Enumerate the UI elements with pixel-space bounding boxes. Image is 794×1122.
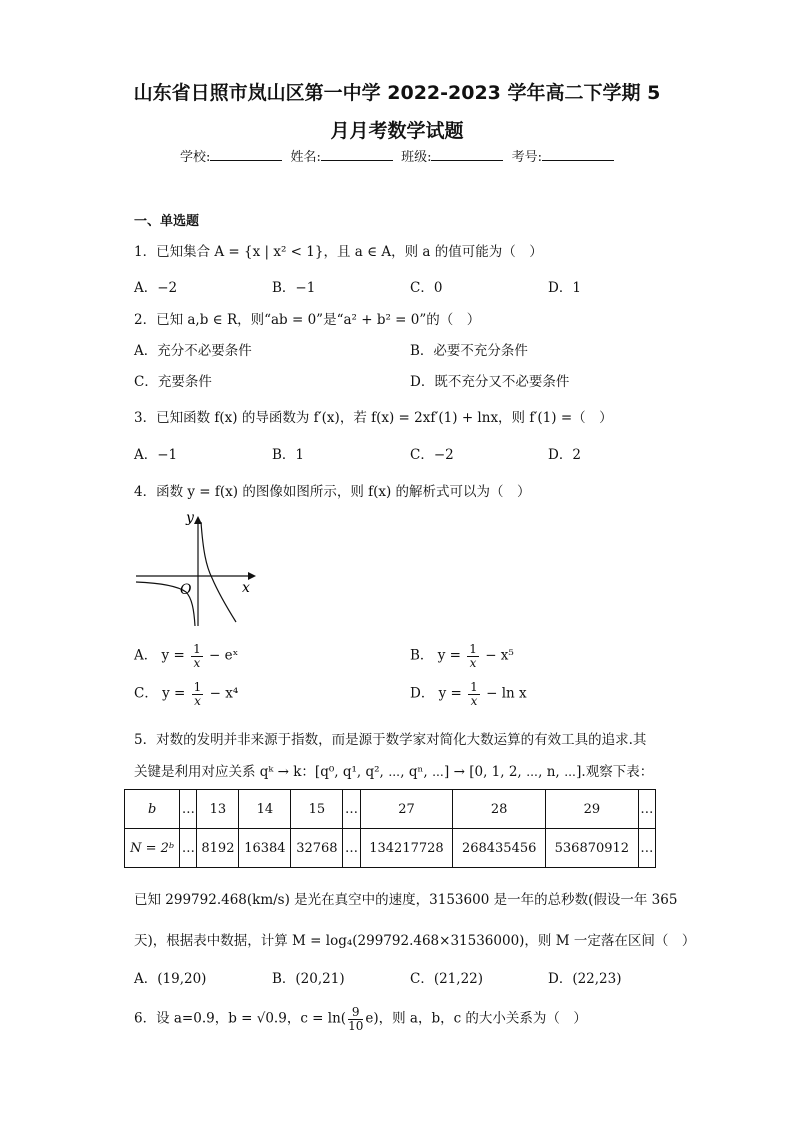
- q4-option-b-label: B．: [410, 647, 434, 664]
- q6-frac-denominator: 10: [348, 1018, 364, 1033]
- number-blank[interactable]: [542, 148, 614, 161]
- section-heading: 一、单选题: [134, 214, 200, 229]
- q2-option-d[interactable]: D．既不充分又不必要条件: [410, 374, 570, 390]
- table-cell: 16384: [239, 829, 291, 868]
- q1-stem: 1．已知集合 A = {x | x² < 1}，且 a ∈ A，则 a 的值可能为（ ）: [134, 244, 543, 260]
- frac-numerator: 1: [469, 642, 477, 656]
- q4-option-a-fraction: [191, 643, 203, 669]
- q3-stem: 3．已知函数 f(x) 的导函数为 f′(x)，若 f(x) = 2xf′(1) + lnx，则 f′(1) =（ ）: [134, 410, 613, 426]
- table-cell: 14: [239, 790, 291, 829]
- x-axis-label: x: [242, 580, 250, 596]
- name-blank[interactable]: [321, 148, 393, 161]
- q2-stem: 2．已知 a,b ∈ R，则“ab = 0”是“a² + b² = 0”的（ ）: [134, 312, 481, 328]
- q4-option-a-lhs: y =: [161, 647, 185, 664]
- table-cell: 15: [291, 790, 343, 829]
- q1-option-c[interactable]: C．0: [410, 280, 443, 296]
- q5-option-d[interactable]: D．(22,23): [548, 971, 622, 987]
- table-cell: 28: [453, 790, 546, 829]
- q3-option-a[interactable]: A．−1: [134, 447, 178, 463]
- q5-after-line1: 已知 299792.468(km/s) 是光在真空中的速度，3153600 是一年的总秒数(假设一年 365: [134, 892, 678, 908]
- student-info-fields: [0, 146, 794, 165]
- school-blank[interactable]: [210, 148, 282, 161]
- function-graph: [130, 510, 260, 630]
- q5-option-a[interactable]: A．(19,20): [134, 971, 207, 987]
- table-cell: …: [638, 790, 655, 829]
- frac-denominator: x: [194, 693, 201, 708]
- q4-option-a-label: A．: [134, 647, 158, 664]
- q5-stem-line2: 关键是利用对应关系 qᵏ → k：[q⁰, q¹, q², ⋯, qⁿ, ⋯] → [0, 1, 2, ⋯, n, ⋯].观察下表：: [134, 764, 654, 780]
- frac-denominator: x: [470, 693, 478, 708]
- table-cell: 29: [546, 790, 639, 829]
- q6-stem-post: e)，则 a，b，c 的大小关系为（ ）: [365, 1010, 587, 1027]
- name-field: [291, 146, 393, 165]
- table-cell: …: [638, 829, 655, 868]
- y-axis-label: y: [186, 510, 194, 526]
- q1-option-a[interactable]: A．−2: [134, 280, 178, 296]
- table-cell: 13: [197, 790, 239, 829]
- q1-option-b[interactable]: B．−1: [272, 280, 316, 296]
- q6-frac-numerator: 9: [348, 1006, 363, 1020]
- exam-title-line1: 山东省日照市岚山区第一中学 2022-2023 学年高二下学期 5: [133, 82, 661, 104]
- table-cell: 32768: [291, 829, 343, 868]
- q6-stem-pre: 6．设 a=0.9，b = √0.9，c = ln(: [134, 1010, 347, 1027]
- q1-option-d[interactable]: D．1: [548, 280, 581, 296]
- q2-option-a[interactable]: A．充分不必要条件: [134, 343, 252, 359]
- table-cell: …: [180, 829, 197, 868]
- frac-numerator: 1: [193, 642, 201, 656]
- exam-title-line2: 月月考数学试题: [330, 120, 464, 142]
- class-field: [401, 146, 503, 165]
- class-blank[interactable]: [431, 148, 503, 161]
- table-cell: b: [125, 790, 180, 829]
- origin-label: O: [180, 582, 192, 598]
- q4-option-d-fraction: [468, 681, 480, 707]
- q4-option-a-rest: − eˣ: [209, 647, 239, 664]
- table-row-b: [125, 790, 656, 829]
- q5-after-line2: 天)，根据表中数据，计算 M = log₄(299792.468×31536000)，则 M 一定落在区间（ ）: [134, 933, 696, 949]
- q4-option-c-label: C．: [134, 685, 158, 702]
- q4-option-c-lhs: y =: [162, 685, 186, 702]
- q4-option-b-fraction: [467, 643, 479, 669]
- curve-right-branch: [201, 522, 236, 622]
- q4-option-d[interactable]: [410, 681, 527, 707]
- q2-option-b[interactable]: B．必要不充分条件: [410, 343, 528, 359]
- q4-option-d-lhs: y =: [438, 685, 462, 702]
- name-label: 姓名:: [290, 150, 321, 165]
- q3-option-d[interactable]: D．2: [548, 447, 581, 463]
- table-cell: 536870912: [546, 829, 639, 868]
- q3-option-c[interactable]: C．−2: [410, 447, 454, 463]
- power-table: [124, 789, 656, 868]
- q5-stem-line1: 5．对数的发明并非来源于指数，而是源于数学家对简化大数运算的有效工具的追求.其: [134, 732, 647, 748]
- q4-option-d-label: D．: [410, 685, 435, 702]
- school-field: [180, 146, 282, 165]
- q4-option-b[interactable]: [410, 643, 514, 669]
- q6-fraction: [348, 1006, 363, 1032]
- table-cell: …: [343, 829, 360, 868]
- class-label: 班级:: [401, 150, 432, 165]
- q4-option-c-fraction: [192, 681, 204, 707]
- q4-option-a[interactable]: [134, 643, 238, 669]
- frac-denominator: x: [469, 655, 477, 670]
- q4-option-d-rest: − ln x: [486, 685, 527, 702]
- q5-option-c[interactable]: C．(21,22): [410, 971, 484, 987]
- school-label: 学校:: [180, 150, 211, 165]
- frac-numerator: 1: [470, 680, 478, 694]
- q4-stem: 4．函数 y = f(x) 的图像如图所示，则 f(x) 的解析式可以为（ ）: [134, 484, 531, 500]
- q6-stem: [134, 1006, 587, 1032]
- frac-denominator: x: [193, 655, 201, 670]
- q5-option-b[interactable]: B．(20,21): [272, 971, 345, 987]
- table-cell: …: [343, 790, 360, 829]
- q3-option-b[interactable]: B．1: [272, 447, 305, 463]
- table-cell: N = 2ᵇ: [125, 829, 180, 868]
- x-axis-arrow-icon: [248, 572, 256, 580]
- table-row-n: [125, 829, 656, 868]
- q2-option-c[interactable]: C．充要条件: [134, 374, 212, 390]
- number-label: 考号:: [511, 150, 542, 165]
- table-cell: 134217728: [360, 829, 453, 868]
- q4-option-c[interactable]: [134, 681, 238, 707]
- table-cell: 27: [360, 790, 453, 829]
- table-cell: 8192: [197, 829, 239, 868]
- q4-option-c-rest: − x⁴: [209, 685, 239, 702]
- table-cell: 268435456: [453, 829, 546, 868]
- q4-option-b-lhs: y =: [437, 647, 461, 664]
- table-cell: …: [180, 790, 197, 829]
- number-field: [512, 146, 614, 165]
- frac-numerator: 1: [193, 680, 202, 694]
- q4-option-b-rest: − x⁵: [485, 647, 514, 664]
